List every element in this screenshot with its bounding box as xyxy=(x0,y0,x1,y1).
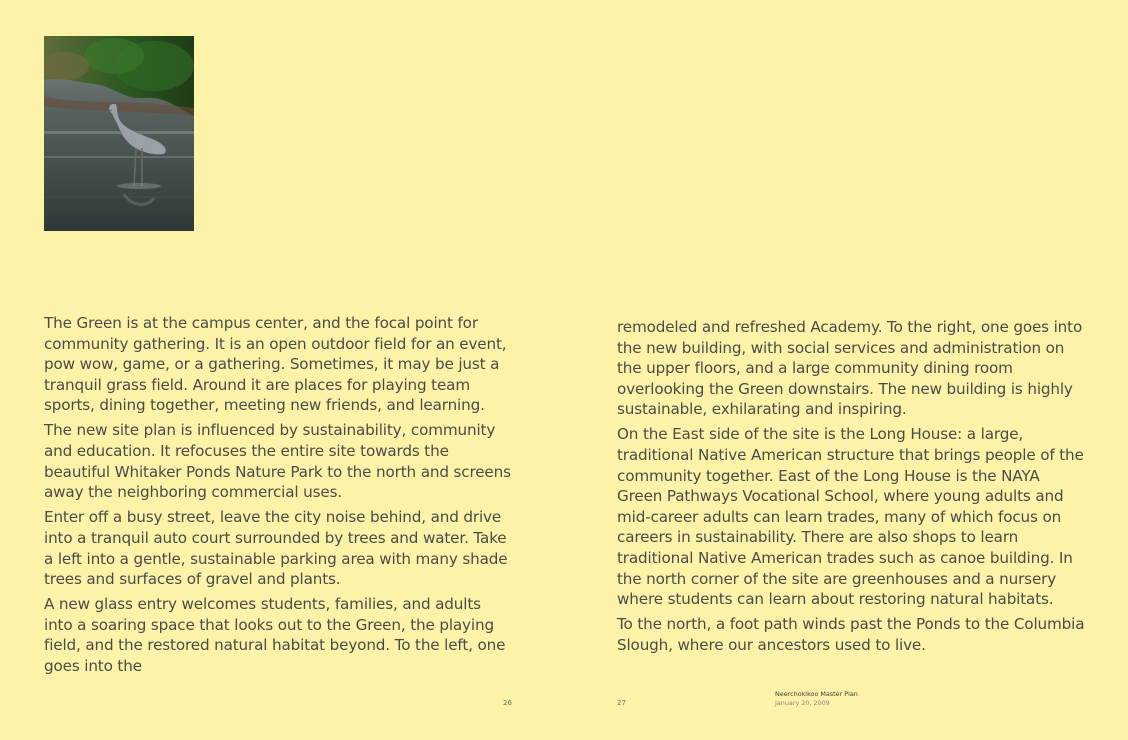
paragraph-long-house: On the East side of the site is the Long House: a large, traditional Native American structure that brings people of the community together. East of the Long House is the NAYA Green Pathways Vocational School, where young adults and mid-career adults can learn trades, many of which focus on careers in sustainability. There are also shops to learn traditional Native American trades such as canoe building. In the north corner of the site are greenhouses and a nursery where students can learn about restoring natural habitats. xyxy=(617,425,1084,609)
paragraph-the-green: The Green is at the campus center, and the focal point for community gathering. It is an open outdoor field for an event, pow wow, game, or a gathering. Sometimes, it may be just a tranquil grass field. Around it are places for playing team sports, dining together, meeting new friends, and learning. xyxy=(44,314,507,415)
paragraph-glass-entry: A new glass entry welcomes students, families, and adults into a soaring space that looks out to the Green, the playing field, and the restored natural habitat beyond. To the left, one goes into the xyxy=(44,595,506,675)
paragraph-entry-drive: Enter off a busy street, leave the city noise behind, and drive into a tranquil auto court surrounded by trees and water. Take a left into a gentle, sustainable parking area with many shade trees and surfaces of gravel and plants. xyxy=(44,508,508,589)
document-date: January 20, 2009 xyxy=(775,699,830,707)
paragraph-academy: remodeled and refreshed Academy. To the right, one goes into the new building, with social services and administration on the upper floors, and a large community dining room overlooking the Green downstairs. The new building is highly sustainable, exhilarating and inspiring. xyxy=(617,318,1083,419)
page-number-left: 26 xyxy=(503,699,512,707)
right-page-text-column xyxy=(617,317,1087,660)
paragraph-foot-path: To the north, a foot path winds past the Ponds to the Columbia Slough, where our ancestors used to live. xyxy=(617,615,1085,654)
left-page-text-column xyxy=(44,313,514,681)
paragraph-site-plan: The new site plan is influenced by sustainability, community and education. It refocuses the entire site towards the beautiful Whitaker Ponds Nature Park to the north and screens away the neighboring commercial uses. xyxy=(44,421,511,502)
page-number-right: 27 xyxy=(617,699,626,707)
heron-photo xyxy=(44,36,194,231)
document-title: Neerchokikoo Master Plan xyxy=(775,690,858,698)
running-head xyxy=(775,690,858,708)
